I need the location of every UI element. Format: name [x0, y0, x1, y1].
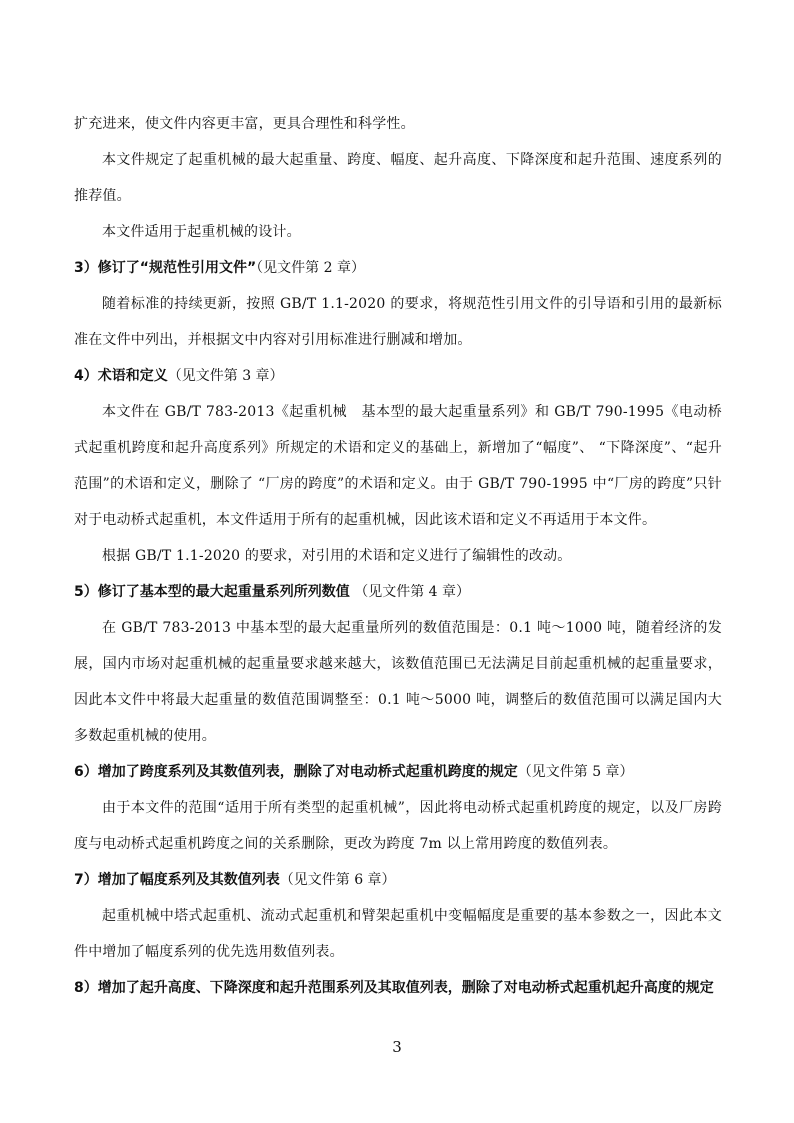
section-heading	[74, 754, 722, 790]
section-heading	[74, 574, 722, 610]
paragraph: 在 GB/T 783-2013 中基本型的最大起重量所列的数值范围是：0.1 吨～1000 吨，随着经济的发展，国内市场对起重机械的起重量要求越来越大，该数值范围已无法满足目前起重机械的起重量要求，因此本文件中将最大起重量的数值范围调整至：0.1 吨～5000 吨，调整后的数值范围可以满足国内大多数起重机械的使用。	[74, 620, 722, 744]
section-heading	[74, 862, 722, 898]
heading-reference: （见文件第 3 章）	[167, 368, 284, 384]
paragraph: 本文件在 GB/T 783-2013《起重机械 基本型的最大起重量系列》和 GB/T 790-1995《电动桥式起重机跨度和起升高度系列》所规定的术语和定义的基础上，新增加了“幅度”、 “下降深度”、“起升范围”的术语和定义，删除了 “厂房的跨度”的术语和定义。由于 GB/T 790-1995 中“厂房的跨度”只针对于电动桥式起重机，本文件适用于所有的起重机械，因此该术语和定义不再适用于本文件。	[74, 404, 722, 528]
heading-bold-text: 4）术语和定义	[74, 368, 168, 384]
heading-reference: （见文件第 4 章）	[349, 584, 471, 600]
section-heading	[74, 970, 722, 1006]
heading-bold-text: 7）增加了幅度系列及其数值列表	[74, 872, 280, 888]
section-heading	[74, 250, 722, 286]
section-heading	[74, 358, 722, 394]
heading-reference: （见文件第 6 章）	[279, 872, 396, 888]
paragraph: 随着标准的持续更新，按照 GB/T 1.1-2020 的要求，将规范性引用文件的引导语和引用的最新标准在文件中列出，并根据文中内容对引用标准进行删减和增加。	[74, 296, 722, 348]
heading-reference: （见文件第 5 章）	[517, 764, 634, 780]
paragraph: 本文件规定了起重机械的最大起重量、跨度、幅度、起升高度、下降深度和起升范围、速度系列的推荐值。	[74, 152, 722, 204]
paragraph: 由于本文件的范围“适用于所有类型的起重机械”，因此将电动桥式起重机跨度的规定，以及厂房跨度与电动桥式起重机跨度之间的关系删除，更改为跨度 7m 以上常用跨度的数值列表。	[74, 800, 722, 852]
paragraph: 本文件适用于起重机械的设计。	[102, 224, 301, 240]
document-body	[74, 106, 722, 1006]
heading-bold-text: 6）增加了跨度系列及其数值列表，删除了对电动桥式起重机跨度的规定	[74, 764, 518, 780]
heading-bold-text: 5）修订了基本型的最大起重量系列所列数值	[74, 584, 350, 600]
paragraph: 根据 GB/T 1.1-2020 的要求，对引用的术语和定义进行了编辑性的改动。	[102, 548, 572, 564]
page-number: 3	[392, 1038, 402, 1056]
heading-bold-text: 3）修订了“规范性引用文件”	[74, 260, 257, 276]
paragraph: 扩充进来，使文件内容更丰富，更具合理性和科学性。	[74, 116, 415, 132]
heading-bold-text: 8）增加了起升高度、下降深度和起升范围系列及其取值列表，删除了对电动桥式起重机起升高度的规定	[74, 980, 714, 996]
heading-reference: （见文件第 2 章）	[256, 260, 365, 276]
paragraph: 起重机械中塔式起重机、流动式起重机和臂架起重机中变幅幅度是重要的基本参数之一，因此本文件中增加了幅度系列的优先选用数值列表。	[74, 908, 722, 960]
